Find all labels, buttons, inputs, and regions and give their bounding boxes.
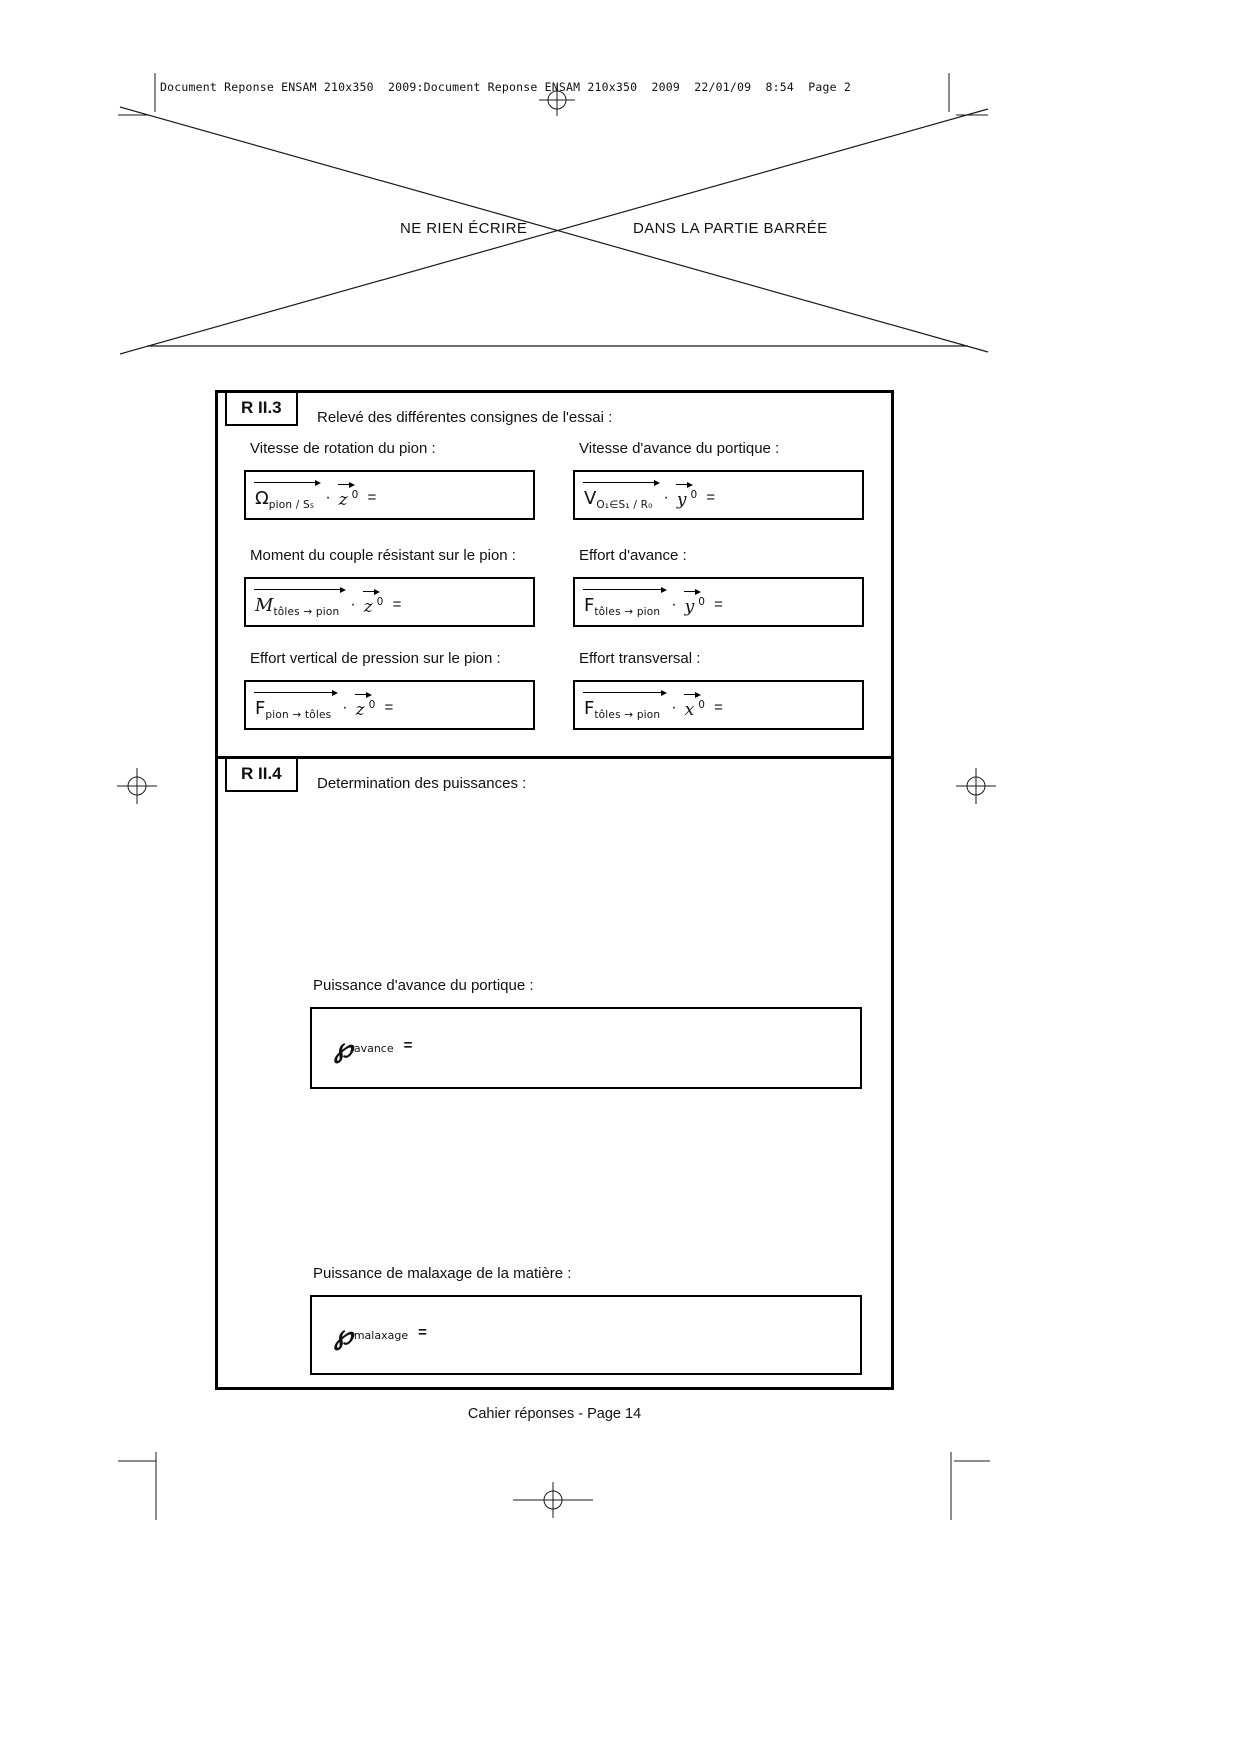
vector-term: $V_{O_1\in S_1 / R_0}$ xyxy=(583,478,657,511)
unit-vector: y xyxy=(684,587,699,617)
unit-vector: x xyxy=(684,690,699,720)
equals-sign: = xyxy=(403,1036,413,1054)
vector-term: $F_{tôles \to pion}$ xyxy=(583,688,664,721)
section-title-r2-3: Relevé des différentes consignes de l'essai : xyxy=(317,409,613,426)
unit-vector: z xyxy=(355,690,369,720)
section-tag-r2-4: R II.4 xyxy=(225,757,298,792)
script-p-symbol: ℘ xyxy=(334,1319,353,1351)
dot-operator: · xyxy=(671,596,677,613)
field-puissance-malaxage xyxy=(310,1266,862,1375)
field-effort-vertical-pression xyxy=(244,651,535,730)
unit-vector: z xyxy=(338,480,352,510)
section-title-r2-4: Determination des puissances : xyxy=(317,775,527,792)
field-moment-couple-resistant xyxy=(244,548,535,627)
vector-term: $\Omega_{pion / S_5}$ xyxy=(254,478,318,511)
dot-operator: · xyxy=(342,699,348,716)
answer-box: $V_{O_1\in S_1 / R_0}$ · y 0 = xyxy=(573,470,864,520)
field-label: Puissance de malaxage de la matière : xyxy=(313,1265,572,1282)
vector-term: $M_{tôles \to pion}$ xyxy=(254,585,343,618)
equals-sign: = xyxy=(384,698,394,716)
vector-term: $F_{tôles \to pion}$ xyxy=(583,585,664,618)
field-label: Effort vertical de pression sur le pion : xyxy=(250,650,501,667)
page-footer: Cahier réponses - Page 14 xyxy=(467,1406,642,1422)
dot-operator: · xyxy=(671,699,677,716)
equals-sign: = xyxy=(418,1323,427,1341)
vector-term: $F_{pion \to tôles}$ xyxy=(254,688,335,721)
field-label: Moment du couple résistant sur le pion : xyxy=(250,547,516,564)
script-p-symbol: ℘ xyxy=(334,1032,353,1064)
answer-box: $M_{tôles \to pion}$ · z 0 = xyxy=(244,577,535,627)
barred-zone-label-left: NE RIEN ÉCRIRE xyxy=(400,220,528,237)
print-job-header: Document Reponse ENSAM 210x350 2009:Document Reponse ENSAM 210x350 2009 22/01/09 8:54 Page 2 xyxy=(160,80,851,94)
barred-cross-lines xyxy=(120,107,988,354)
field-label: Effort d'avance : xyxy=(579,547,687,564)
dot-operator: · xyxy=(350,596,356,613)
field-effort-transversal xyxy=(573,651,864,730)
section-tag-r2-3: R II.3 xyxy=(225,391,298,426)
unit-vector: z xyxy=(363,587,377,617)
section-r2-3 xyxy=(215,390,894,759)
field-label: Effort transversal : xyxy=(579,650,701,667)
answer-box: ℘ avance = xyxy=(310,1007,862,1089)
field-effort-avance xyxy=(573,548,864,627)
answer-box: ℘ malaxage = xyxy=(310,1295,862,1375)
equals-sign: = xyxy=(714,698,723,716)
field-label: Puissance d'avance du portique : xyxy=(313,977,534,994)
equals-sign: = xyxy=(392,595,402,613)
field-label: Vitesse de rotation du pion : xyxy=(250,440,436,457)
dot-operator: · xyxy=(325,489,331,506)
equals-sign: = xyxy=(367,488,377,506)
answer-box: $F_{tôles \to pion}$ · x 0 = xyxy=(573,680,864,730)
answer-box: $F_{pion \to tôles}$ · z 0 = xyxy=(244,680,535,730)
field-vitesse-avance-portique xyxy=(573,441,864,520)
answer-box: $\Omega_{pion / S_5}$ · z 0 = xyxy=(244,470,535,520)
barred-zone-label-right: DANS LA PARTIE BARRÉE xyxy=(633,220,828,237)
unit-vector: y xyxy=(676,480,691,510)
equals-sign: = xyxy=(706,488,716,506)
field-puissance-avance xyxy=(310,978,862,1089)
dot-operator: · xyxy=(663,489,669,506)
field-label: Vitesse d'avance du portique : xyxy=(579,440,780,457)
equals-sign: = xyxy=(714,595,723,613)
answer-box: $F_{tôles \to pion}$ · y 0 = xyxy=(573,577,864,627)
section-r2-4 xyxy=(215,756,894,1390)
field-vitesse-rotation-pion xyxy=(244,441,535,520)
